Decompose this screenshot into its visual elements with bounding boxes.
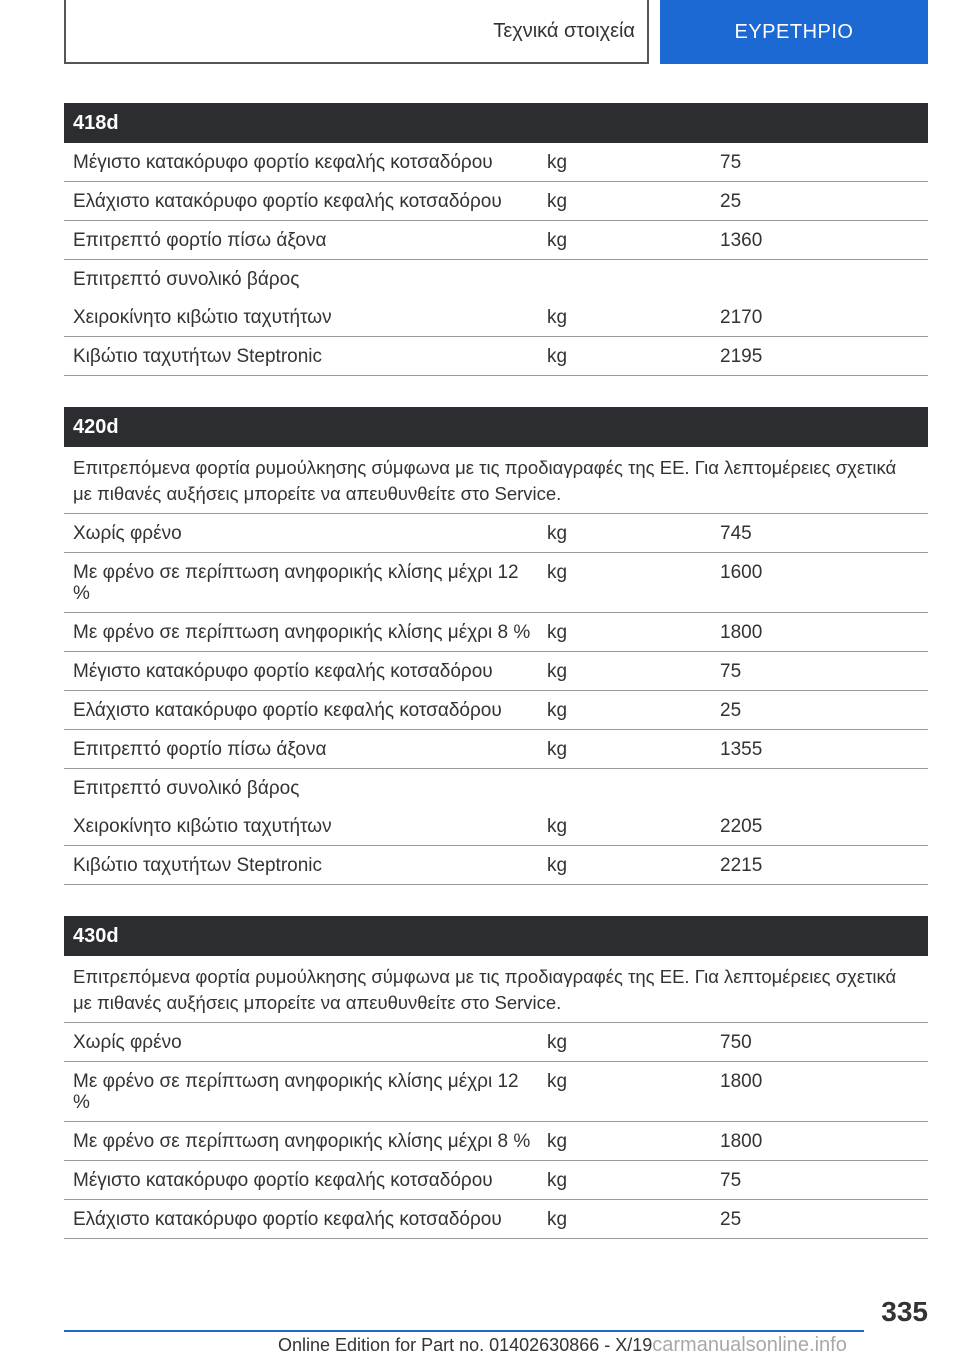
table-row	[64, 769, 928, 807]
row-label: Χειροκίνητο κιβώτιο ταχυτήτων	[73, 307, 332, 328]
table-row	[64, 846, 928, 885]
row-value	[711, 260, 928, 298]
row-value: 75	[720, 1170, 742, 1191]
row-unit: kg	[547, 739, 568, 760]
table-row	[64, 298, 928, 337]
row-label: Με φρένο σε περίπτωση ανηφορικής κλίσης μέχρι 12 %	[73, 562, 519, 604]
row-value: 1600	[720, 562, 763, 583]
row-unit: kg	[547, 816, 568, 837]
row-value: 1355	[720, 739, 763, 760]
spec-section	[64, 407, 928, 885]
row-label: Με φρένο σε περίπτωση ανηφορικής κλίσης μέχρι 8 %	[73, 622, 531, 643]
row-label: Χειροκίνητο κιβώτιο ταχυτήτων	[73, 816, 332, 837]
table-row	[64, 691, 928, 730]
row-value	[711, 769, 928, 807]
index-tab[interactable]: ΕΥΡΕΤΗΡΙΟ	[660, 0, 928, 64]
row-unit: kg	[547, 1170, 568, 1191]
row-value: 1800	[720, 1131, 763, 1152]
row-unit	[538, 260, 711, 298]
row-value: 75	[720, 152, 742, 173]
table-row	[64, 1200, 928, 1239]
table-row	[64, 514, 928, 553]
row-value: 1360	[720, 230, 763, 251]
row-value: 25	[720, 700, 742, 721]
section-note: Επιτρεπόμενα φορτία ρυμούλκησης σύμφωνα με τις προδιαγραφές της ΕΕ. Για λεπτομέρειες σχετικά με πιθανές αυξήσεις μπορείτε να απευθυνθείτε στο Service.	[64, 447, 928, 514]
row-unit: kg	[547, 230, 568, 251]
row-value: 1800	[720, 622, 763, 643]
section-title: 418d	[64, 103, 928, 143]
row-label: Μέγιστο κατακόρυφο φορτίο κεφαλής κοτσαδόρου	[73, 1170, 493, 1191]
table-row	[64, 143, 928, 182]
spec-tables	[64, 103, 928, 1270]
row-label: Με φρένο σε περίπτωση ανηφορικής κλίσης μέχρι 12 %	[73, 1071, 519, 1113]
row-label: Ελάχιστο κατακόρυφο φορτίο κεφαλής κοτσαδόρου	[73, 1209, 502, 1230]
row-label: Επιτρεπτό φορτίο πίσω άξονα	[73, 739, 327, 760]
chapter-tab[interactable]: Τεχνικά στοιχεία	[64, 0, 649, 64]
row-value: 75	[720, 661, 742, 682]
page-header	[64, 0, 928, 64]
table-row	[64, 221, 928, 260]
row-value: 2195	[720, 346, 763, 367]
footer-edition	[278, 1334, 847, 1357]
row-unit: kg	[547, 855, 568, 876]
row-value: 25	[720, 1209, 742, 1230]
row-unit: kg	[547, 1071, 568, 1092]
row-label: Κιβώτιο ταχυτήτων Steptronic	[73, 346, 323, 367]
row-unit: kg	[547, 307, 568, 328]
row-unit: kg	[547, 1209, 568, 1230]
edition-text: Online Edition for Part no. 01402630866 - X/19	[278, 1335, 653, 1355]
table-row	[64, 1023, 928, 1062]
row-label: Ελάχιστο κατακόρυφο φορτίο κεφαλής κοτσαδόρου	[73, 700, 502, 721]
table-row	[64, 182, 928, 221]
row-unit: kg	[547, 562, 568, 583]
row-unit: kg	[547, 346, 568, 367]
watermark-text: carmanualsonline.info	[652, 1334, 847, 1356]
page-number: 335	[881, 1296, 928, 1327]
row-value: 2215	[720, 855, 763, 876]
row-label: Ελάχιστο κατακόρυφο φορτίο κεφαλής κοτσαδόρου	[73, 191, 502, 212]
row-unit	[538, 769, 711, 807]
table-row	[64, 1122, 928, 1161]
footer-divider	[64, 1330, 864, 1332]
table-row	[64, 553, 928, 613]
row-label: Επιτρεπτό φορτίο πίσω άξονα	[73, 230, 327, 251]
row-value: 25	[720, 191, 742, 212]
row-label: Χωρίς φρένο	[73, 1032, 182, 1053]
row-label: Με φρένο σε περίπτωση ανηφορικής κλίσης μέχρι 8 %	[73, 1131, 531, 1152]
row-value: 750	[720, 1032, 752, 1053]
table-row	[64, 337, 928, 376]
row-value: 1800	[720, 1071, 763, 1092]
row-value: 745	[720, 523, 752, 544]
table-row	[64, 1161, 928, 1200]
row-label: Χωρίς φρένο	[73, 523, 182, 544]
row-unit: kg	[547, 1032, 568, 1053]
spec-section	[64, 916, 928, 1239]
row-unit: kg	[547, 191, 568, 212]
row-unit: kg	[547, 523, 568, 544]
table-row	[64, 807, 928, 846]
row-unit: kg	[547, 622, 568, 643]
row-unit: kg	[547, 1131, 568, 1152]
row-value: 2205	[720, 816, 763, 837]
row-label: Επιτρεπτό συνολικό βάρος	[73, 269, 300, 290]
row-label: Μέγιστο κατακόρυφο φορτίο κεφαλής κοτσαδόρου	[73, 152, 493, 173]
row-label: Μέγιστο κατακόρυφο φορτίο κεφαλής κοτσαδόρου	[73, 661, 493, 682]
row-label: Κιβώτιο ταχυτήτων Steptronic	[73, 855, 323, 876]
section-title: 420d	[64, 407, 928, 447]
spec-section	[64, 103, 928, 376]
table-row	[64, 1062, 928, 1122]
table-row	[64, 613, 928, 652]
table-row	[64, 260, 928, 298]
row-label: Επιτρεπτό συνολικό βάρος	[73, 778, 300, 799]
row-unit: kg	[547, 700, 568, 721]
row-unit: kg	[547, 661, 568, 682]
table-row	[64, 730, 928, 769]
row-unit: kg	[547, 152, 568, 173]
table-row	[64, 652, 928, 691]
section-note: Επιτρεπόμενα φορτία ρυμούλκησης σύμφωνα με τις προδιαγραφές της ΕΕ. Για λεπτομέρειες σχετικά με πιθανές αυξήσεις μπορείτε να απευθυνθείτε στο Service.	[64, 956, 928, 1023]
section-title: 430d	[64, 916, 928, 956]
row-value: 2170	[720, 307, 763, 328]
